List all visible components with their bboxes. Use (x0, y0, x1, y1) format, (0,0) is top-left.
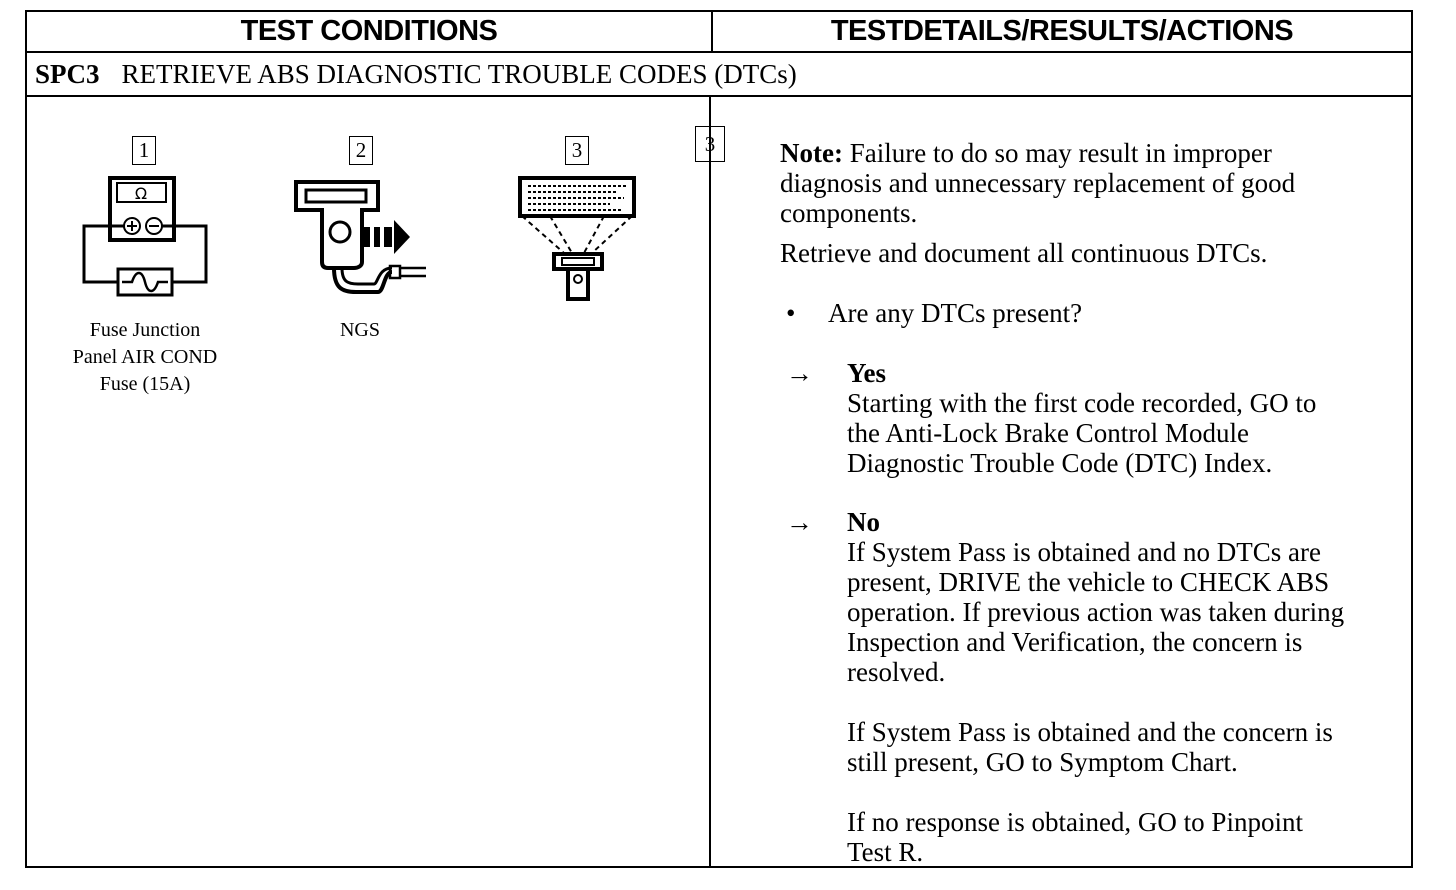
ngs-scan-tool-icon (294, 180, 429, 300)
figure-3-number: 3 (565, 136, 589, 165)
note-label: Note: (780, 138, 843, 168)
no-label: No (847, 507, 880, 537)
yes-label: Yes (847, 358, 886, 388)
figure-1-caption (60, 317, 230, 398)
figure-2-caption: NGS (339, 319, 380, 341)
note-line-2: diagnosis and unnecessary replacement of good (780, 168, 1296, 198)
yes-arrow: → (786, 358, 813, 388)
yes-line-1: Starting with the first code recorded, GO to (847, 388, 1317, 418)
no-branch (847, 507, 1344, 867)
note (780, 138, 1295, 228)
step-title (27, 53, 1411, 97)
no-arrow: → (786, 507, 813, 537)
ohm-symbol: Ω (134, 184, 148, 203)
yes-line-2: the Anti-Lock Brake Control Module (847, 418, 1249, 448)
header-test-details: TESTDETAILS/RESULTS/ACTIONS (713, 12, 1411, 53)
figure-1-caption-line-3: Fuse (15A) (99, 373, 191, 395)
no-line-9: Test R. (847, 837, 924, 867)
no-line-1: If System Pass is obtained and no DTCs are (847, 537, 1321, 567)
yes-branch (847, 358, 1316, 478)
no-line-4: Inspection and Verification, the concern is (847, 627, 1303, 657)
figure-1-caption-line-1: Fuse Junction (89, 319, 201, 341)
scan-tool-display-icon (518, 175, 638, 305)
figure-1-number: 1 (132, 136, 156, 165)
step-code: SPC3 (35, 59, 100, 89)
no-line-5: resolved. (847, 657, 946, 687)
no-line-6: If System Pass is obtained and the concern is (847, 717, 1333, 747)
yes-line-3: Diagnostic Trouble Code (DTC) Index. (847, 448, 1273, 478)
note-line-1: Failure to do so may result in improper (849, 138, 1272, 168)
no-line-2: present, DRIVE the vehicle to CHECK ABS (847, 567, 1330, 597)
no-line-8: If no response is obtained, GO to Pinpoint (847, 807, 1303, 837)
detail-step-number: 3 (695, 126, 725, 162)
column-divider (709, 97, 711, 866)
figure-2-number: 2 (349, 136, 373, 165)
note-line-3: components. (780, 198, 918, 228)
instruction: Retrieve and document all continuous DTCs. (780, 238, 1268, 268)
ohmmeter-fuse-icon (80, 175, 210, 300)
step-title-text: RETRIEVE ABS DIAGNOSTIC TROUBLE CODES (DTCs) (121, 59, 797, 89)
bullet: • (786, 298, 796, 328)
no-line-3: operation. If previous action was taken during (847, 597, 1345, 627)
no-line-7: still present, GO to Symptom Chart. (847, 747, 1238, 777)
figure-1-caption-line-2: Panel AIR COND (72, 346, 218, 368)
header-test-conditions: TEST CONDITIONS (27, 12, 713, 53)
question: Are any DTCs present? (828, 298, 1083, 328)
